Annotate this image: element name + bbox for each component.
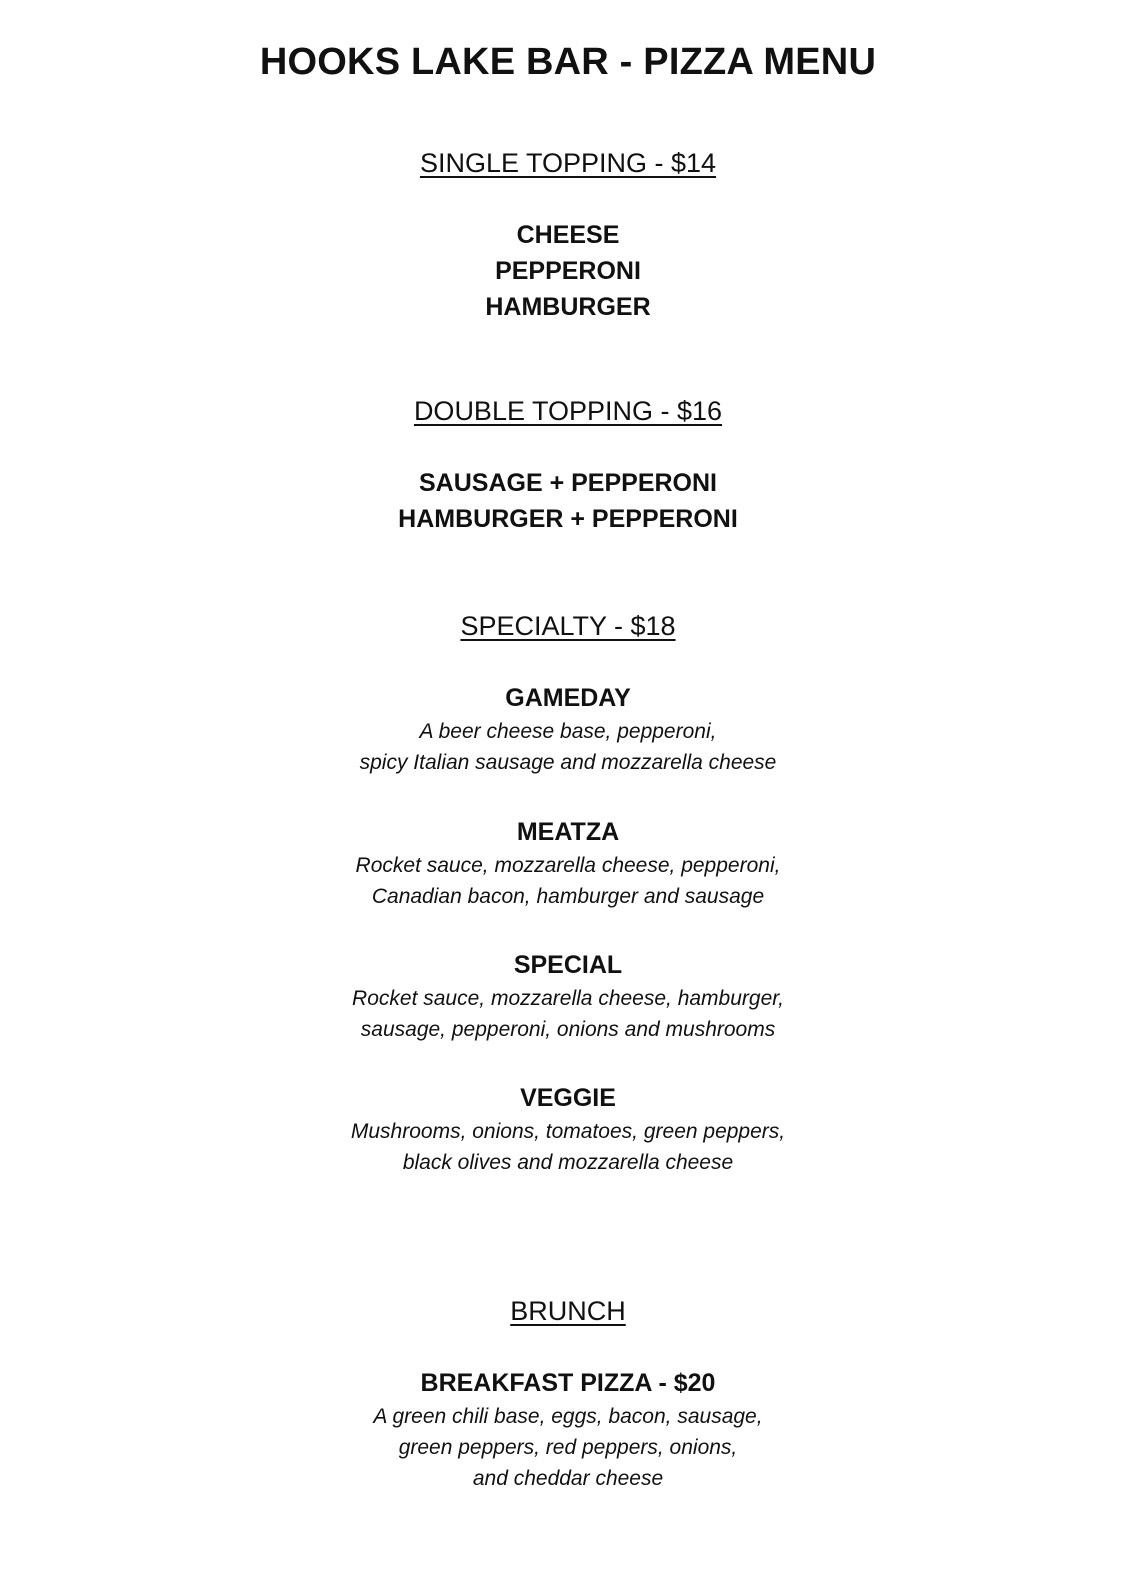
item-description-line: Rocket sauce, mozzarella cheese, pepperoni, bbox=[355, 854, 781, 877]
item-name: VEGGIE bbox=[520, 1084, 616, 1112]
item-description-line: black olives and mozzarella cheese bbox=[402, 1151, 734, 1174]
menu-item-pepperoni: PEPPERONI bbox=[495, 257, 641, 285]
section-heading-brunch: BRUNCH bbox=[510, 1296, 626, 1326]
menu-item-hamburger: HAMBURGER bbox=[485, 293, 651, 321]
menu-item-cheese: CHEESE bbox=[516, 221, 620, 249]
item-description-line: and cheddar cheese bbox=[472, 1467, 664, 1490]
menu-title: HOOKS LAKE BAR - PIZZA MENU bbox=[259, 41, 877, 83]
section-heading-double-topping: DOUBLE TOPPING - $16 bbox=[413, 396, 723, 426]
menu-item-meatza bbox=[0, 814, 1136, 912]
item-description-line: A green chili base, eggs, bacon, sausage, bbox=[373, 1405, 763, 1428]
item-description-line: Rocket sauce, mozzarella cheese, hamburger, bbox=[352, 987, 784, 1010]
item-description-line: spicy Italian sausage and mozzarella cheese bbox=[359, 751, 777, 774]
menu-item-gameday bbox=[0, 680, 1136, 778]
item-description-line: Mushrooms, onions, tomatoes, green peppers, bbox=[350, 1120, 786, 1143]
menu-item-sausage-pepperoni: SAUSAGE + PEPPERONI bbox=[419, 469, 717, 497]
menu-item-veggie bbox=[0, 1080, 1136, 1178]
item-name: MEATZA bbox=[516, 818, 620, 846]
item-description-line: sausage, pepperoni, onions and mushrooms bbox=[360, 1018, 776, 1041]
item-description-line: Canadian bacon, hamburger and sausage bbox=[371, 885, 765, 908]
item-name: SPECIAL bbox=[513, 951, 623, 979]
menu-item-hamburger-pepperoni: HAMBURGER + PEPPERONI bbox=[398, 505, 738, 533]
section-heading-single-topping: SINGLE TOPPING - $14 bbox=[419, 148, 717, 178]
section-heading-specialty: SPECIALTY - $18 bbox=[460, 611, 676, 641]
menu-item-special bbox=[0, 947, 1136, 1045]
item-name: GAMEDAY bbox=[505, 684, 631, 712]
menu-item-breakfast-pizza bbox=[0, 1365, 1136, 1494]
item-name: BREAKFAST PIZZA - $20 bbox=[420, 1369, 716, 1397]
item-description-line: A beer cheese base, pepperoni, bbox=[419, 720, 717, 743]
single-topping-list bbox=[0, 217, 1136, 325]
double-topping-list bbox=[0, 465, 1136, 537]
item-description-line: green peppers, red peppers, onions, bbox=[398, 1436, 738, 1459]
